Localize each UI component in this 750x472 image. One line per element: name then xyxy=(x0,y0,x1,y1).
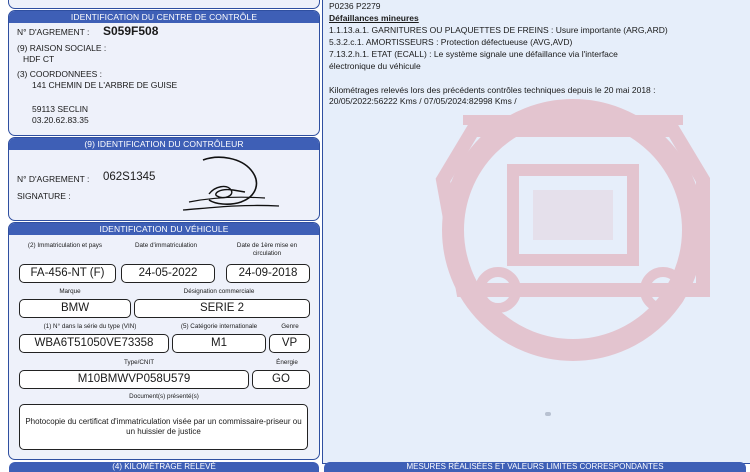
designation-box: SERIE 2 xyxy=(134,299,310,318)
vehicule-header: IDENTIFICATION DU VÉHICULE xyxy=(9,223,319,235)
controleur-agrement-value: 062S1345 xyxy=(103,171,156,183)
kilometrage-header: (4) KILOMÉTRAGE RELEVÉ xyxy=(9,462,319,472)
raison-sociale-value: HDF CT xyxy=(23,54,55,64)
defaut-item-2: 5.3.2.c.1. AMORTISSEURS : Protection défectueuse (AVG,AVD) xyxy=(329,37,573,47)
mineures-title: Défaillances mineures xyxy=(329,13,419,23)
marque-label: Marque xyxy=(59,288,81,295)
signature-drawing xyxy=(179,152,289,216)
centre-header: IDENTIFICATION DU CENTRE DE CONTRÔLE xyxy=(9,11,319,23)
energie-label: Énergie xyxy=(276,359,298,366)
immat-date-box: 24-05-2022 xyxy=(121,264,215,283)
genre-box: VP xyxy=(269,334,310,353)
first-date-label: Date de 1ère mise en circulation xyxy=(236,242,298,257)
genre-label: Genre xyxy=(281,323,299,330)
centre-agrement-value: S059F508 xyxy=(103,24,159,38)
immat-date-label: Date d'immatriculation xyxy=(134,242,198,249)
address-line1: 141 CHEMIN DE L'ARBRE DE GUISE xyxy=(32,80,178,90)
immat-box: FA-456-NT (F) xyxy=(19,264,116,283)
immat-label: (2) Immatriculation et pays xyxy=(27,242,103,249)
coordonnees-label: (3) COORDONNEES : xyxy=(17,69,103,79)
documents-label: Document(s) présenté(s) xyxy=(129,393,199,400)
mesures-header: MESURES RÉALISÉES ET VALEURS LIMITES CORRESPONDANTES xyxy=(324,462,746,472)
type-box: M10BMWVP058U579 xyxy=(19,370,249,389)
phone: 03.20.62.83.35 xyxy=(32,115,89,125)
signature-label: SIGNATURE : xyxy=(17,191,71,201)
centre-agrement-label: N° D'AGREMENT : xyxy=(17,27,90,37)
marque-box: BMW xyxy=(19,299,131,318)
watermark-logo xyxy=(403,30,733,370)
centre-panel xyxy=(8,10,320,136)
defaut-item-1: 1.1.13.a.1. GARNITURES OU PLAQUETTES DE FREINS : Usure importante (ARG,ARD) xyxy=(329,25,668,35)
categorie-box: M1 xyxy=(172,334,266,353)
documents-box xyxy=(19,404,308,450)
defaut-item-3-cont: électronique du véhicule xyxy=(329,61,421,71)
vin-label: (1) N° dans la série du type (VIN) xyxy=(43,323,137,330)
top-strip xyxy=(8,0,320,9)
controleur-header: (9) IDENTIFICATION DU CONTRÔLEUR xyxy=(9,138,319,150)
scan-speck xyxy=(545,412,551,416)
controleur-agrement-label: N° D'AGREMENT : xyxy=(17,174,90,184)
energie-box: GO xyxy=(252,370,310,389)
codes-line: P0236 P2279 xyxy=(329,1,381,11)
vin-box: WBA6T51050VE73358 xyxy=(19,334,169,353)
controleur-panel xyxy=(8,137,320,221)
documents-value: Photocopie du certificat d'immatriculation visée par un commissaire-priseur ou un huissier de justice xyxy=(25,417,302,436)
vehicule-panel xyxy=(8,222,320,460)
raison-sociale-label: (9) RAISON SOCIALE : xyxy=(17,43,107,53)
defaut-item-3: 7.13.2.h.1. ETAT (ECALL) : Le système signale une défaillance via l'interface xyxy=(329,49,618,59)
defauts-panel xyxy=(322,0,750,464)
km-line1: Kilométrages relevés lors des précédents contrôles techniques depuis le 20 mai 2018 : xyxy=(329,85,656,95)
categorie-label: (5) Catégorie internationale xyxy=(180,323,258,330)
type-label: Type/CNIT xyxy=(123,359,155,366)
address-line2: 59113 SECLIN xyxy=(32,104,89,114)
first-date-box: 24-09-2018 xyxy=(226,264,310,283)
designation-label: Désignation commerciale xyxy=(183,288,255,295)
km-line2: 20/05/2022:56222 Kms / 07/05/2024:82998 Kms / xyxy=(329,96,517,106)
